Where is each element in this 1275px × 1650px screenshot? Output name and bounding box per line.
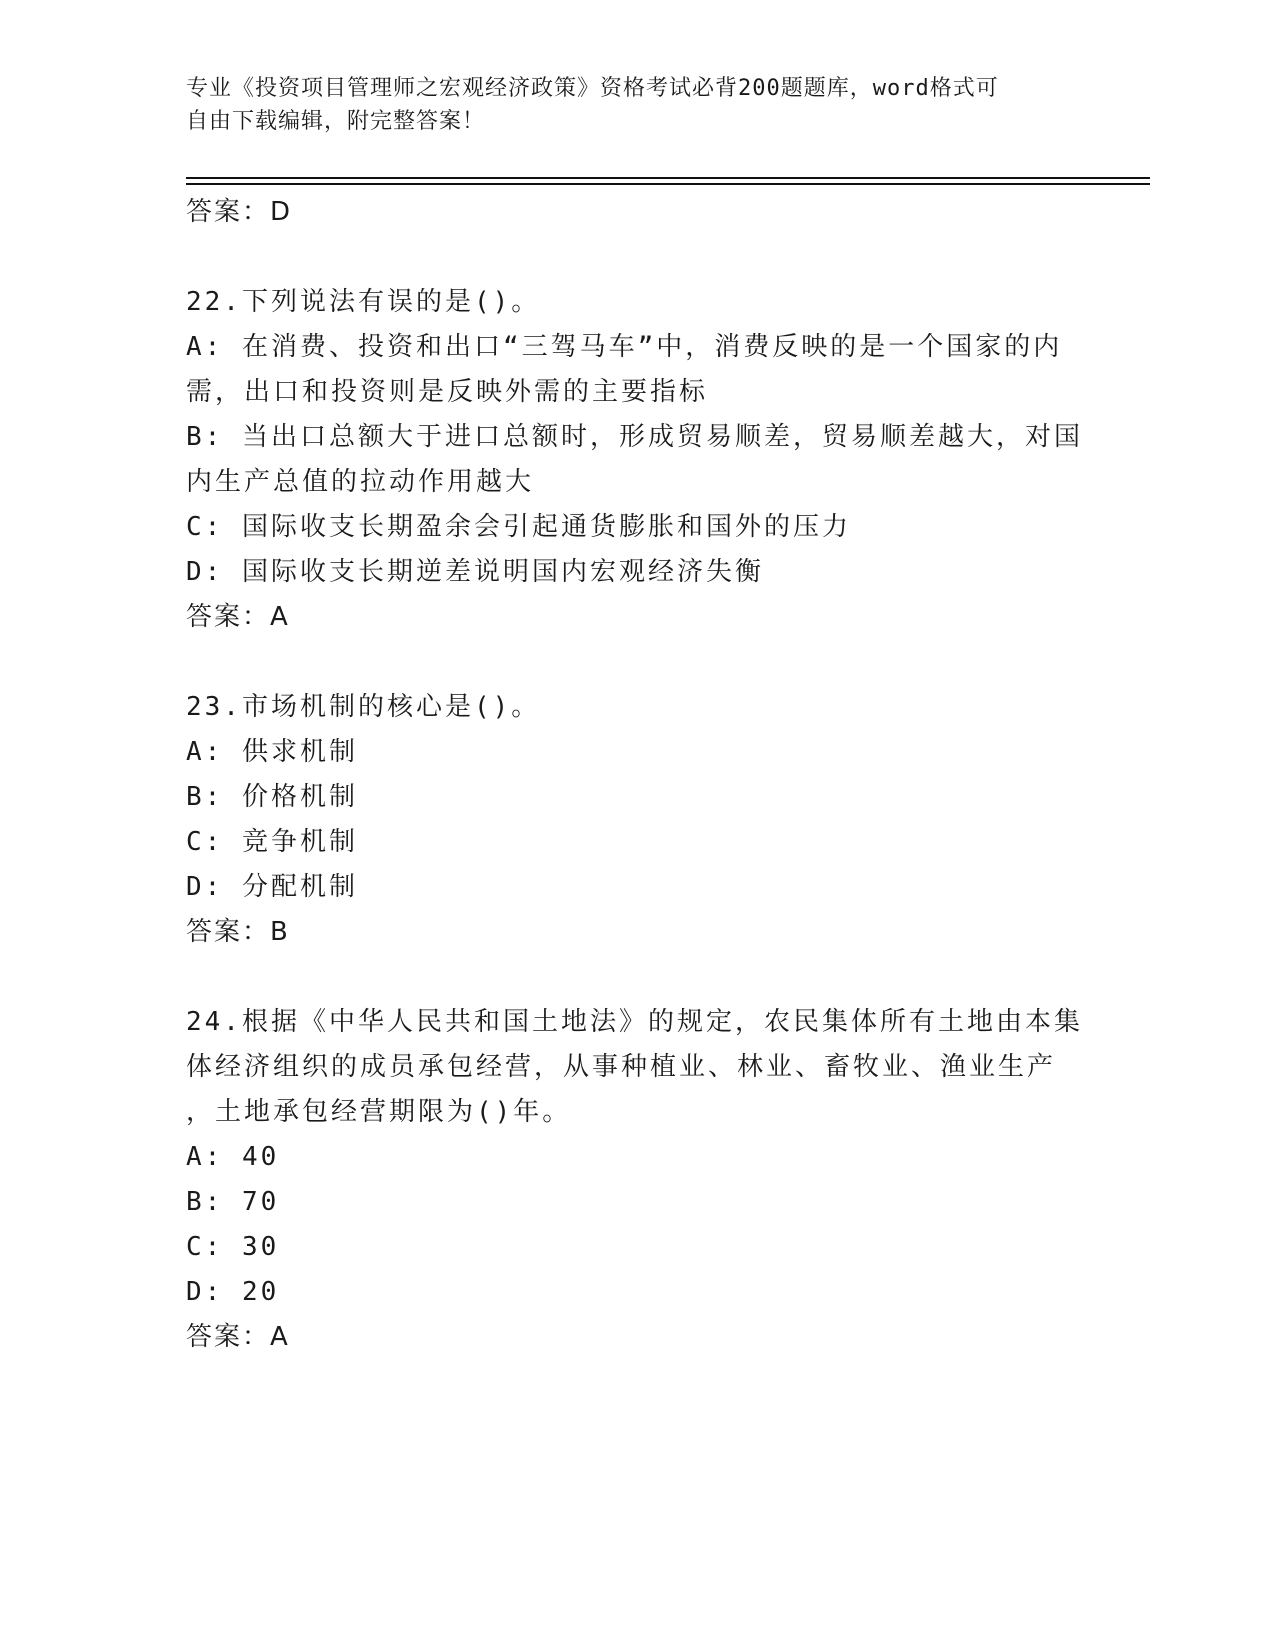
question-22-option-a-line-1: A: 在消费、投资和出口“三驾马车”中，消费反映的是一个国家的内: [186, 332, 1063, 362]
question-23-option-a: A: 供求机制: [186, 737, 358, 767]
question-23-answer: 答案：B: [186, 917, 290, 947]
document-header: [186, 72, 1086, 138]
question-22-option-d: D: 国际收支长期逆差说明国内宏观经济失衡: [186, 557, 764, 587]
question-23-option-c: C: 竞争机制: [186, 827, 358, 857]
question-24-option-a: A: 40: [186, 1142, 280, 1172]
header-line-1: 专业《投资项目管理师之宏观经济政策》资格考试必背200题题库，word格式可: [186, 76, 999, 101]
question-24-stem-line-1: 24.根据《中华人民共和国土地法》的规定，农民集体所有土地由本集: [186, 1007, 1083, 1037]
question-22-option-c: C: 国际收支长期盈余会引起通货膨胀和国外的压力: [186, 512, 851, 542]
question-22-answer: 答案：A: [186, 602, 290, 632]
question-24-stem-line-2: 体经济组织的成员承包经营，从事种植业、林业、畜牧业、渔业生产: [186, 1052, 1057, 1082]
header-rule-top: [186, 177, 1150, 179]
question-24-option-b: B: 70: [186, 1187, 280, 1217]
question-23-option-d: D: 分配机制: [186, 872, 358, 902]
question-24-option-c: C: 30: [186, 1232, 280, 1262]
question-22-option-b-line-2: 内生产总值的拉动作用越大: [186, 467, 535, 497]
question-22: [186, 280, 1086, 640]
previous-answer: 答案：D: [186, 197, 293, 227]
question-23-option-b: B: 价格机制: [186, 782, 358, 812]
question-22-option-b-line-1: B: 当出口总额大于进口总额时，形成贸易顺差，贸易顺差越大，对国: [186, 422, 1083, 452]
question-22-option-a-line-2: 需，出口和投资则是反映外需的主要指标: [186, 377, 709, 407]
question-23-stem: 23.市场机制的核心是()。: [186, 692, 541, 722]
question-24-stem-line-3: ，土地承包经营期限为()年。: [186, 1097, 572, 1127]
question-24-answer: 答案：A: [186, 1322, 290, 1352]
document-body: [186, 190, 1086, 1360]
question-23: [186, 685, 1086, 955]
header-line-2: 自由下载编辑，附完整答案！: [186, 109, 486, 134]
question-24-option-d: D: 20: [186, 1277, 280, 1307]
question-24: [186, 1000, 1086, 1360]
question-22-stem: 22.下列说法有误的是()。: [186, 287, 541, 317]
header-rule-bottom: [186, 183, 1150, 185]
